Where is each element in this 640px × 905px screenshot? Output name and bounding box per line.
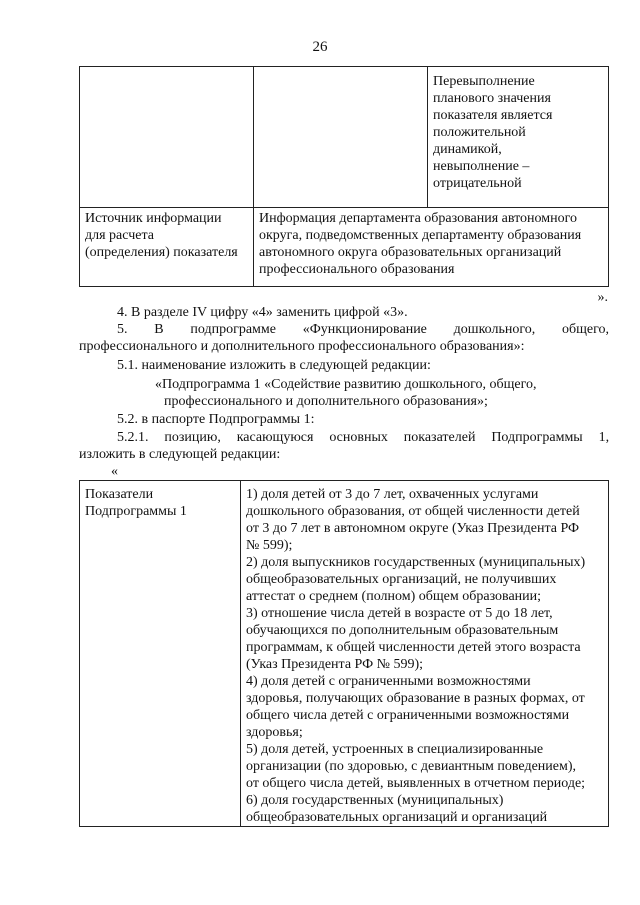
cell-line: общего числа детей с ограниченными возможностями — [246, 708, 570, 723]
table-row — [80, 481, 609, 827]
cell-line: здоровья; — [246, 725, 303, 740]
open-quote: « — [111, 464, 118, 479]
indicator-table-fragment — [79, 66, 609, 287]
cell-line: округа, подведомственных департаменту образования — [259, 228, 582, 243]
cell-line: здоровья, получающих образование в разных формах, от — [246, 691, 585, 706]
closing-quote: ». — [597, 290, 608, 305]
word: 1, — [598, 430, 610, 445]
cell-line: 6) доля государственных (муниципальных) — [246, 793, 504, 808]
cell-line: Показатели — [85, 487, 154, 502]
cell-line: для расчета — [85, 228, 154, 243]
indicators-list-cell — [241, 481, 609, 827]
page-number: 26 — [312, 39, 328, 55]
cell-line: общеобразовательных организаций и организаций — [246, 810, 548, 825]
word: 5. В — [117, 322, 164, 337]
table-row — [80, 67, 609, 208]
cell-line: динамикой, — [433, 142, 502, 157]
paragraph-5-line-2: профессионального и дополнительного профессионального образования»: — [79, 339, 525, 354]
paragraph-5-2: 5.2. в паспорте Подпрограммы 1: — [117, 412, 315, 427]
cell-line: 2) доля выпускников государственных (муниципальных) — [246, 555, 586, 570]
indicators-label-cell — [80, 481, 241, 827]
cell-line: программам, к общей численности детей этого возраста — [246, 640, 581, 655]
word: касающуюся — [236, 430, 314, 445]
cell-line: общеобразовательных организаций, не получивших — [246, 572, 557, 587]
cell-line: Подпрограммы 1 — [85, 504, 187, 519]
word: дошкольного, — [453, 322, 536, 337]
word: 5.2.1. — [117, 430, 149, 445]
empty-cell — [254, 67, 428, 208]
cell-line: отрицательной — [433, 176, 522, 191]
empty-cell — [80, 67, 254, 208]
table-row — [80, 208, 609, 287]
paragraph-5-2-1-line-2: изложить в следующей редакции: — [79, 447, 281, 462]
cell-line: 5) доля детей, устроенных в специализированные — [246, 742, 544, 757]
paragraph-4: 4. В разделе IV цифру «4» заменить цифрой «3». — [117, 305, 408, 320]
cell-line: автономного округа образовательных организаций — [259, 245, 562, 260]
quote-line: профессионального и дополнительного образования»; — [164, 394, 488, 409]
quote-line: «Подпрограмма 1 «Содействие развитию дошкольного, общего, — [155, 377, 537, 392]
evaluation-cell — [428, 67, 609, 208]
cell-line: 1) доля детей от 3 до 7 лет, охваченных услугами — [246, 487, 539, 502]
cell-line: невыполнение – — [433, 159, 530, 174]
word: «Функционирование — [302, 322, 427, 337]
paragraph-5-1: 5.1. наименование изложить в следующей редакции: — [117, 358, 431, 373]
word: показателей — [403, 430, 476, 445]
cell-line: организации (по здоровью, с девиантным поведением), — [246, 759, 577, 774]
word: позицию, — [164, 430, 221, 445]
cell-line: Источник информации — [85, 211, 222, 226]
cell-line: планового значения — [433, 91, 551, 106]
paragraph-5-2-1-line-1 — [117, 429, 609, 446]
cell-line: (определения) показателя — [85, 245, 238, 260]
cell-line: профессионального образования — [259, 262, 455, 277]
subprogram-indicators-table — [79, 480, 609, 827]
cell-line: положительной — [433, 125, 526, 140]
cell-line: обучающихся по дополнительным образовательным — [246, 623, 559, 638]
source-value-cell — [254, 208, 609, 287]
cell-line: от общего числа детей, выявленных в отчетном периоде; — [246, 776, 586, 791]
word: основных — [329, 430, 388, 445]
cell-line: (Указ Президента РФ № 599); — [246, 657, 424, 672]
word: подпрограмме — [190, 322, 276, 337]
cell-line: Информация департамента образования автономного — [259, 211, 578, 226]
cell-line: аттестат о среднем (полном) общем образовании; — [246, 589, 542, 604]
cell-line: № 599); — [246, 538, 293, 553]
cell-line: 4) доля детей с ограниченными возможностями — [246, 674, 531, 689]
word: общего, — [562, 322, 610, 337]
cell-line: дошкольного образования, от общей численности детей — [246, 504, 580, 519]
cell-line: Перевыполнение — [433, 74, 535, 89]
paragraph-5-line-1 — [117, 321, 609, 338]
cell-line: 3) отношение числа детей в возрасте от 5 до 18 лет, — [246, 606, 553, 621]
source-label-cell — [80, 208, 254, 287]
word: Подпрограммы — [491, 430, 583, 445]
cell-line: показателя является — [433, 108, 553, 123]
cell-line: от 3 до 7 лет в автономном округе (Указ Президента РФ — [246, 521, 580, 536]
